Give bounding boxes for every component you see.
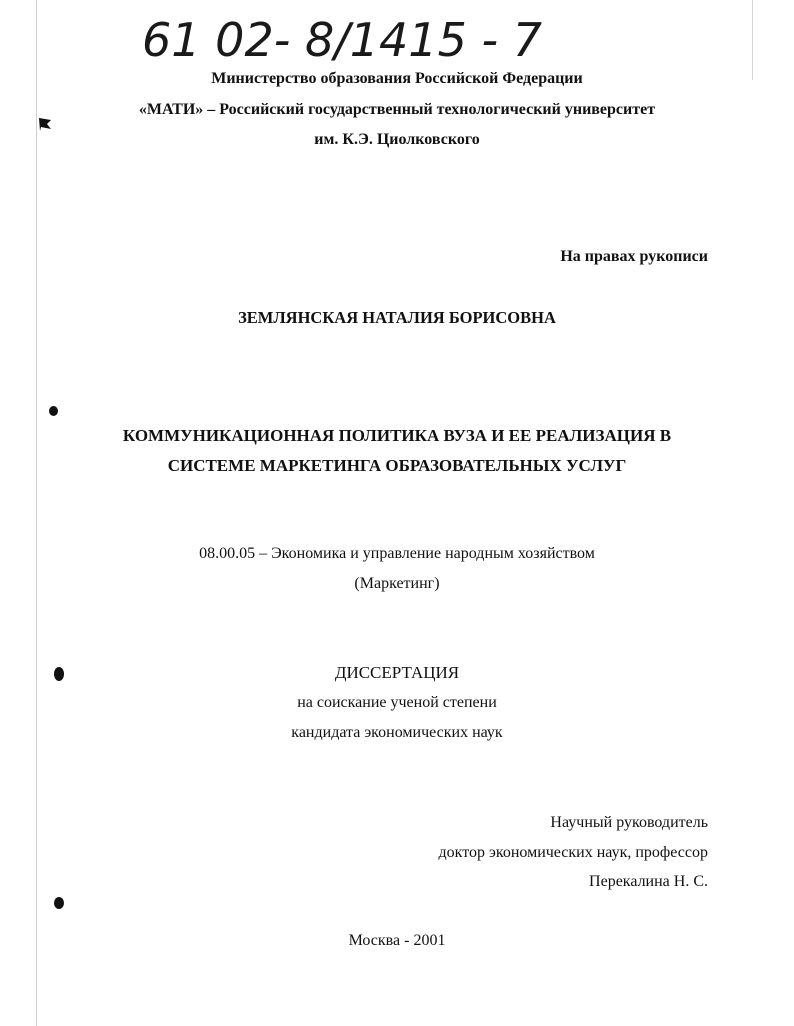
margin-dot-mark [49,406,58,416]
scan-edge-left [36,0,37,1026]
degree-line2: кандидата экономических наук [291,724,503,741]
work-type: ДИССЕРТАЦИЯ [334,663,460,682]
university-name: им. К.Э. Циолковского [314,131,480,148]
supervisor-title: доктор экономических наук, профессор [438,844,708,861]
specialty-code: 08.00.05 – Экономика и управление народным хозяйством [199,545,595,562]
handwritten-archive-code [138,8,558,68]
dissertation-title-line1: КОММУНИКАЦИОННАЯ ПОЛИТИКА ВУЗА И ЕЕ РЕАЛИЗАЦИЯ В [122,426,672,445]
scan-edge-right [752,0,753,80]
supervisor-label: Научный руководитель [550,814,708,831]
city-year: Москва - 2001 [348,932,446,949]
supervisor-name: Перекалина Н. С. [589,873,708,890]
archive-code-text: 61 02- 8/1415 - 7 [142,13,542,67]
dissertation-title-line2: СИСТЕМЕ МАРКЕТИНГА ОБРАЗОВАТЕЛЬНЫХ УСЛУГ [167,456,627,475]
author-name: ЗЕМЛЯНСКАЯ НАТАЛИЯ БОРИСОВНА [238,308,556,327]
university-heading: «МАТИ» – Российский государственный технологический университет [138,101,656,118]
manuscript-note: На правах рукописи [560,248,708,265]
margin-dot-mark [54,897,64,909]
degree-line1: на соискание ученой степени [297,694,497,711]
specialty-sub: (Маркетинг) [354,575,440,592]
ministry-heading: Министерство образования Российской Федерации [211,70,583,87]
